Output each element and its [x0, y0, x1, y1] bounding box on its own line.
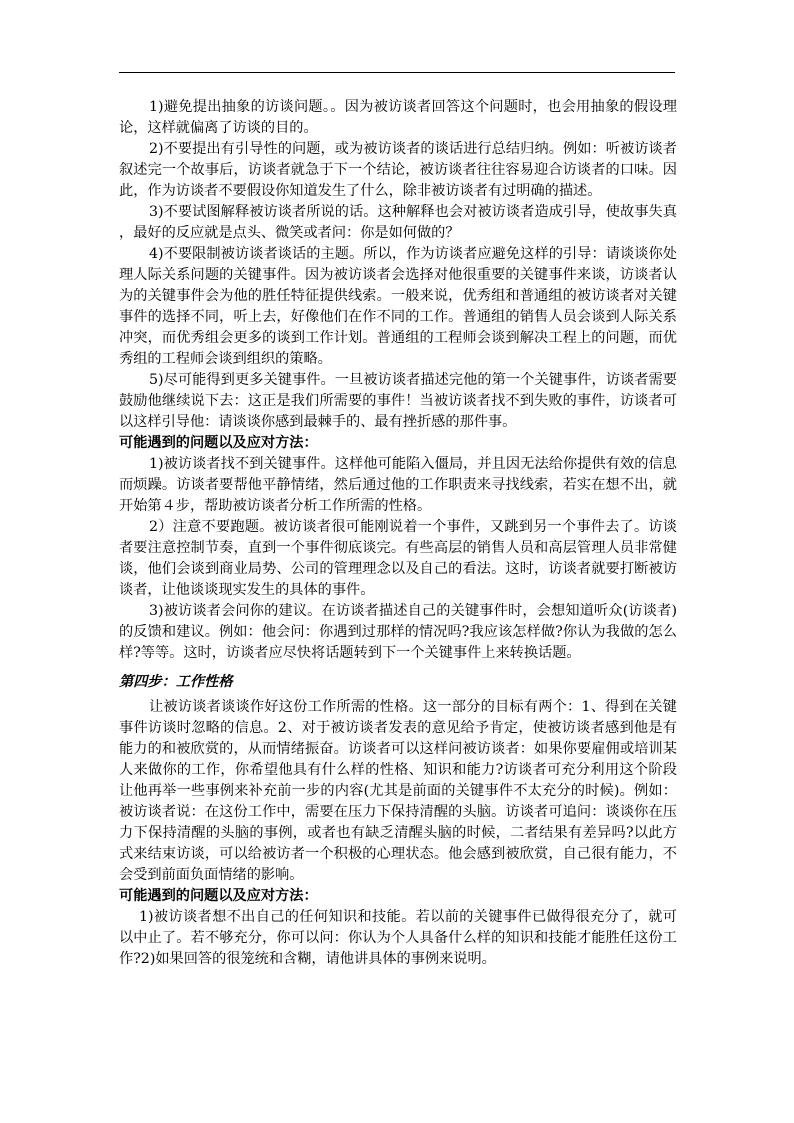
- paragraph-2: 2)不要提出有引导性的问题，或为被访谈者的谈话进行总结归纳。例如：听被访谈者叙述完一个故事后，访谈者就急于下一个结论，被访谈者往往容易迎合访谈者的口味。因此，作为访谈者不要假设你知道发生了什么，除非被访谈者有过明确的描述。: [119, 141, 677, 199]
- paragraph-final: 1)被访谈者想不出自己的任何知识和技能。若以前的关键事件已做得很充分了，就可以中止了。若不够充分，你可以问：你认为个人具备什么样的知识和技能才能胜任这份工作?2)如果回答的很笼统和含糊，请他讲具体的事例来说明。: [119, 909, 677, 967]
- document-body: [119, 97, 677, 970]
- paragraph-3: 3)不要试图解释被访谈者所说的话。这种解释也会对被访谈者造成引导，使故事失真，最好的反应就是点头、微笑或者问：你是如何做的？: [119, 204, 677, 241]
- paragraph-8: 3)被访谈者会问你的建议。在访谈者描述自己的关键事件时，会想知道听众(访谈者)的反馈和建议。例如：他会问：你遇到过那样的情况吗?我应该怎样做?你认为我做的怎么样?等等。这时，访谈者应尽快将话题转到下一个关键事件上来转换话题。: [119, 603, 677, 661]
- paragraph-6: 1)被访谈者找不到关键事件。这样他可能陷入僵局，并且因无法给你提供有效的信息而烦躁。访谈者要帮他平静情绪，然后通过他的工作职责来寻找线索，若实在想不出，就开始第４步，帮助被访谈者分析工作所需的性格。: [119, 456, 677, 514]
- section-heading-problems-2: 可能遇到的问题以及应对方法：: [119, 888, 318, 904]
- step-heading: 第四步：工作性格: [119, 674, 233, 690]
- paragraph-7: 2）注意不要跑题。被访谈者很可能刚说着一个事件，又跳到另一个事件去了。访谈者要注意控制节奏，直到一个事件彻底谈完。有些高层的销售人员和高层管理人员非常健谈，他们会谈到商业局势、公司的管理理念以及自己的看法。这时，访谈者就要打断被访谈者，让他谈谈现实发生的具体的事件。: [119, 519, 677, 598]
- paragraph-5: 5)尽可能得到更多关键事件。一旦被访谈者描述完他的第一个关键事件，访谈者需要鼓励他继续说下去：这正是我们所需要的事件！当被访谈者找不到失败的事件，访谈者可以这样引导他：请谈谈你感到最棘手的、最有挫折感的那件事。: [119, 372, 677, 430]
- header-rule: [119, 72, 675, 73]
- paragraph-4: 4)不要限制被访谈者谈话的主题。所以，作为访谈者应避免这样的引导：请谈谈你处理人际关系问题的关键事件。因为被访谈者会选择对他很重要的关键事件来谈，访谈者认为的关键事件会为他的胜任特征提供线索。一般来说，优秀组和普通组的被访谈者对关键事件的选择不同，听上去，好像他们在作不同的工作。普通组的销售人员会谈到人际关系冲突，而优秀组会更多的谈到工作计划。普通组的工程师会谈到解决工程上的问题，而优秀组的工程师会谈到组织的策略。: [119, 246, 677, 367]
- paragraph-step4: 让被访谈者谈谈作好这份工作所需的性格。这一部分的目标有两个：1、得到在关键事件访谈时忽略的信息。2、对于被访谈者发表的意见给予肯定，使被访谈者感到他是有能力的和被欣赏的，从而情绪振奋。访谈者可以这样问被访谈者：如果你要雇佣或培训某人来做你的工作，你希望他具有什么样的性格、知识和能力?访谈者可充分利用这个阶段让他再举一些事例来补充前一步的内容(尤其是前面的关键事件不太充分的时候)。例如：被访谈者说：在这份工作中，需要在压力下保持清醒的头脑。访谈者可追问：谈谈你在压力下保持清醒的头脑的事例，或者也有缺乏清醒头脑的时候，二者结果有差异吗?以此方式来结束访谈，可以给被访者一个积极的心理状态。他会感到被欣赏，自己很有能力，不会受到前面负面情绪的影响。: [119, 699, 677, 883]
- section-heading-problems: 可能遇到的问题以及应对方法：: [119, 435, 318, 451]
- paragraph-1: 1)避免提出抽象的访谈问题。。因为被访谈者回答这个问题时，也会用抽象的假设理论，这样就偏离了访谈的目的。: [119, 99, 677, 136]
